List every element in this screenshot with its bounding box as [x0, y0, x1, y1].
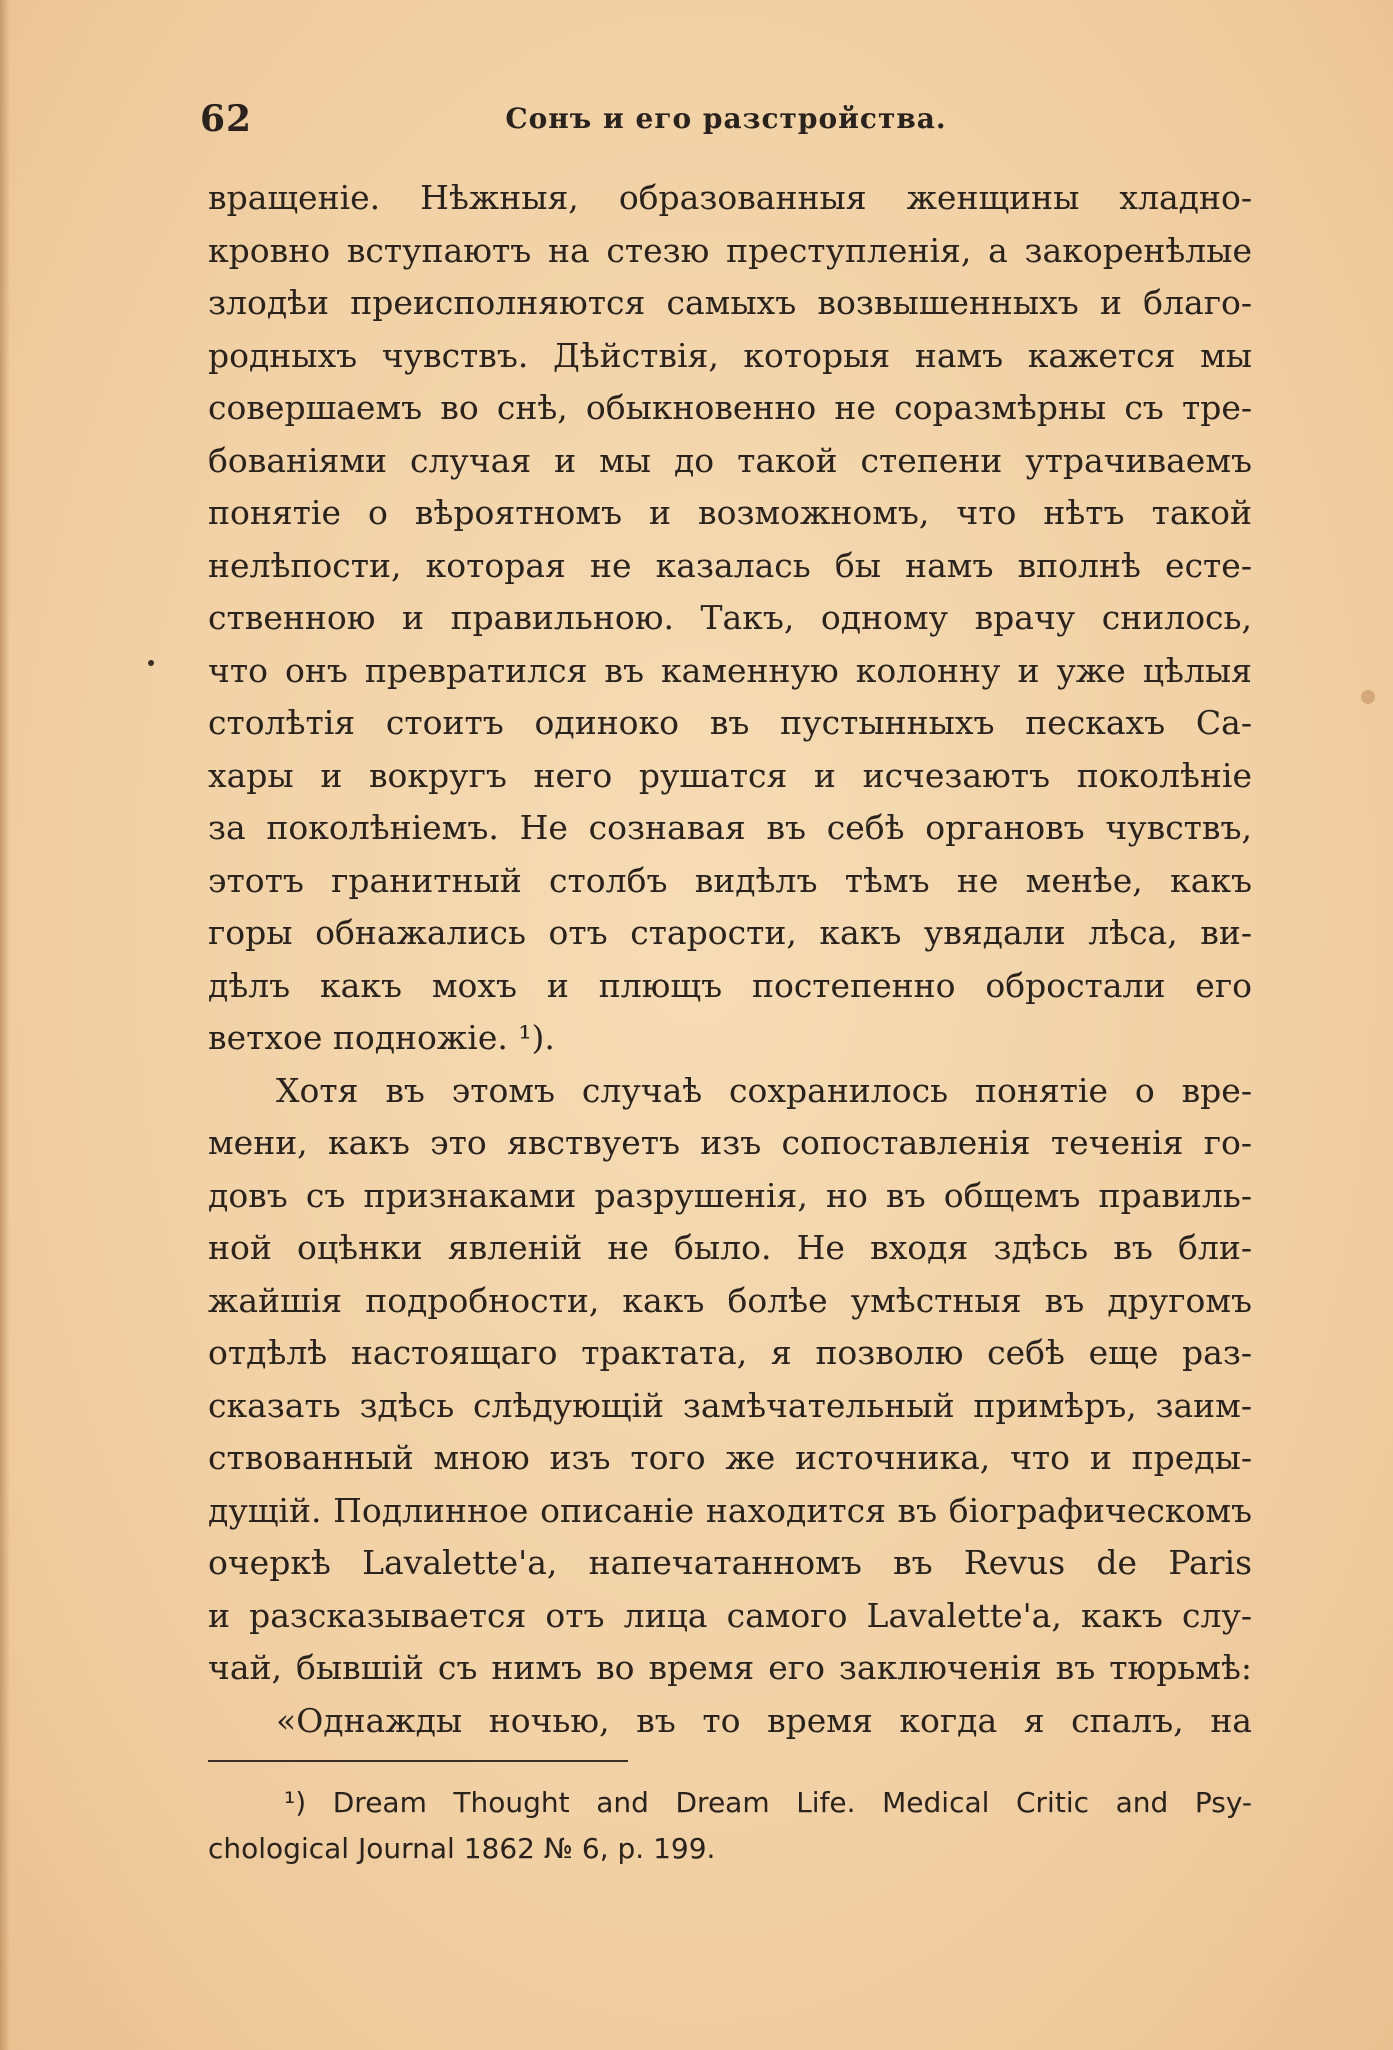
text-line: ной оцѣнки явленій не было. Не входя здѣсь въ бли- [208, 1228, 1252, 1267]
text-line: за поколѣніемъ. Не сознавая въ себѣ органовъ чувствъ, [208, 808, 1252, 847]
text-line: горы обнажались отъ старости, какъ увядали лѣса, ви- [208, 913, 1252, 952]
text-line: нелѣпости, которая не казалась бы намъ вполнѣ есте- [208, 545, 1252, 585]
text-line: понятіе о вѣроятномъ и возможномъ, что нѣтъ такой [208, 493, 1252, 532]
text-line: ствованный мною изъ того же источника, что и преды- [208, 1438, 1252, 1477]
text-line: бованіями случая и мы до такой степени утрачиваемъ [208, 440, 1252, 480]
text-line: совершаемъ во снѣ, обыкновенно не соразмѣрны съ тре- [208, 388, 1252, 427]
text-line: довъ съ признаками разрушенія, но въ общемъ правиль- [208, 1175, 1252, 1215]
text-line: чай, бывшій съ нимъ во время его заключенія въ тюрьмѣ: [208, 1648, 1252, 1687]
text-line: что онъ превратился въ каменную колонну и уже цѣлыя [208, 650, 1252, 690]
text-line: кровно вступаютъ на стезю преступленія, а закоренѣлые [208, 230, 1252, 270]
text-line: жайшія подробности, какъ болѣе умѣстныя въ другомъ [208, 1280, 1252, 1320]
text-line: столѣтія стоитъ одиноко въ пустынныхъ пескахъ Са- [208, 703, 1252, 742]
footnote-line: chological Journal 1862 № 6, p. 199. [208, 1832, 716, 1865]
margin-dot [148, 660, 154, 666]
text-line: сказать здѣсь слѣдующій замѣчательный примѣръ, заим- [208, 1385, 1252, 1425]
text-line: вращеніе. Нѣжныя, образованныя женщины хладно- [208, 178, 1252, 217]
body-text [208, 172, 1252, 1747]
text-line: очеркѣ Lavalette'а, напечатанномъ въ Revus de Paris [208, 1543, 1252, 1582]
paragraph-start-line: Хотя въ этомъ случаѣ сохранилось понятіе о вре- [276, 1070, 1252, 1110]
text-line: ветхое подножіе. ¹). [208, 1018, 555, 1057]
text-line: этотъ гранитный столбъ видѣлъ тѣмъ не менѣе, какъ [208, 860, 1252, 900]
footnote-divider [208, 1760, 628, 1762]
page-number: 62 [200, 98, 253, 140]
text-line: и разсказывается отъ лица самого Lavalette'а, какъ слу- [208, 1595, 1252, 1635]
text-line: мени, какъ это явствуетъ изъ сопоставленія теченія го- [208, 1123, 1252, 1162]
text-line: ственною и правильною. Такъ, одному врачу снилось, [208, 598, 1252, 637]
text-line: отдѣлѣ настоящаго трактата, я позволю себѣ еще раз- [208, 1333, 1252, 1372]
text-line: родныхъ чувствъ. Дѣйствія, которыя намъ кажется мы [208, 335, 1252, 375]
text-line: дущій. Подлинное описаніе находится въ біографическомъ [208, 1490, 1252, 1530]
page-edge-shadow [0, 0, 10, 2050]
text-line: дѣлъ какъ мохъ и плющъ постепенно обростали его [208, 965, 1252, 1005]
paragraph-start-line: «Однажды ночью, въ то время когда я спалъ, на [276, 1700, 1252, 1740]
paper-speck [1361, 690, 1375, 704]
running-title: Сонъ и его разстройства. [505, 102, 947, 135]
footnotes [208, 1780, 1252, 1872]
text-line: злодѣи преисполняются самыхъ возвышенныхъ и благо- [208, 283, 1252, 322]
text-line: хары и вокругъ него рушатся и исчезаютъ поколѣніе [208, 755, 1252, 795]
footnote-line: ¹) Dream Thought and Dream Life. Medical Critic and Psy- [284, 1786, 1252, 1819]
page-header [200, 98, 1252, 148]
